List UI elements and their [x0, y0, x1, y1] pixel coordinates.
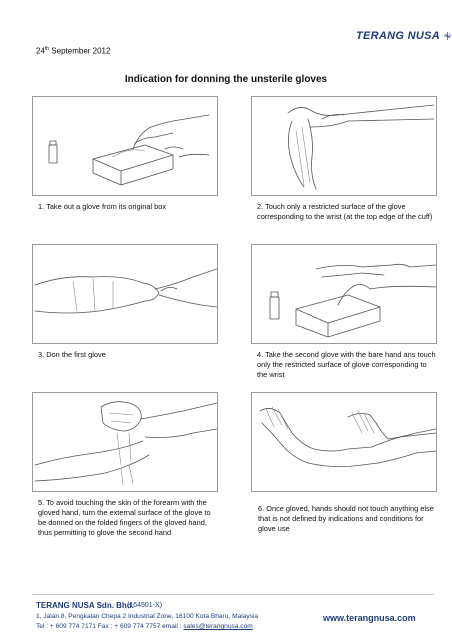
- don-first-glove-illustration: [33, 245, 217, 343]
- document-date: [36, 46, 110, 56]
- registration-number: (164501-X): [127, 602, 163, 609]
- page-title: Indication for donning the unsterile gloves: [124, 74, 328, 85]
- step-3-illustration: [32, 244, 218, 344]
- brand-logo: [356, 26, 452, 46]
- date-day: 24: [36, 46, 45, 56]
- company-address: 1, Jalan 8, Pengkalan Chepa 2 Industrial Zone, 16100 Kota Bharu, Malaysia: [36, 613, 259, 620]
- company-name: TERANG NUSA Sdn. Bhd.: [36, 601, 134, 610]
- step-6-caption: 6. Once gloved, hands should not touch anything else that is not defined by indications and conditions for glove use: [258, 504, 434, 533]
- date-rest: September 2012: [49, 46, 111, 56]
- date-suffix: th: [44, 46, 50, 52]
- glove-box-illustration: [33, 97, 217, 195]
- step-1-illustration: [32, 96, 218, 196]
- step-2-illustration: [251, 96, 437, 196]
- gloved-hands-illustration: [252, 393, 436, 491]
- step-4-caption: 4. Take the second glove with the bare hand ans touch only the restricted surface of glove corresponding to the wrist: [257, 350, 436, 379]
- step-1-caption: 1. Take out a glove from its original box: [38, 202, 167, 211]
- step-6-illustration: [251, 392, 437, 492]
- second-glove-illustration: [252, 245, 436, 343]
- glove-cuff-illustration: [252, 97, 436, 195]
- email-link[interactable]: sales@terangnusa.com: [183, 623, 253, 630]
- step-3-caption: 3. Don the first glove: [38, 350, 106, 359]
- step-4-illustration: [251, 244, 437, 344]
- logo-text: TERANG NUSA: [356, 30, 440, 42]
- step-5-illustration: [32, 392, 218, 492]
- airplane-icon: [443, 25, 452, 47]
- tel-fax: Tel : + 609 774 7171 Fax : + 609 774 7757 email :: [36, 623, 184, 630]
- website-link[interactable]: www.terangnusa.com: [323, 613, 416, 623]
- step-5-caption: 5. To avoid touching the skin of the forearm with the gloved hand, turn the external surface of the glove to be donned on the folded fingers of the gloved hand, thus permitting to glove the second hand: [38, 498, 211, 537]
- contact-line: [36, 623, 253, 630]
- turn-cuff-illustration: [33, 393, 217, 491]
- step-2-caption: 2. Touch only a restricted surface of the glove corresponding to the wrist (at the top edge of the cuff): [257, 202, 433, 221]
- footer-divider: [32, 594, 434, 595]
